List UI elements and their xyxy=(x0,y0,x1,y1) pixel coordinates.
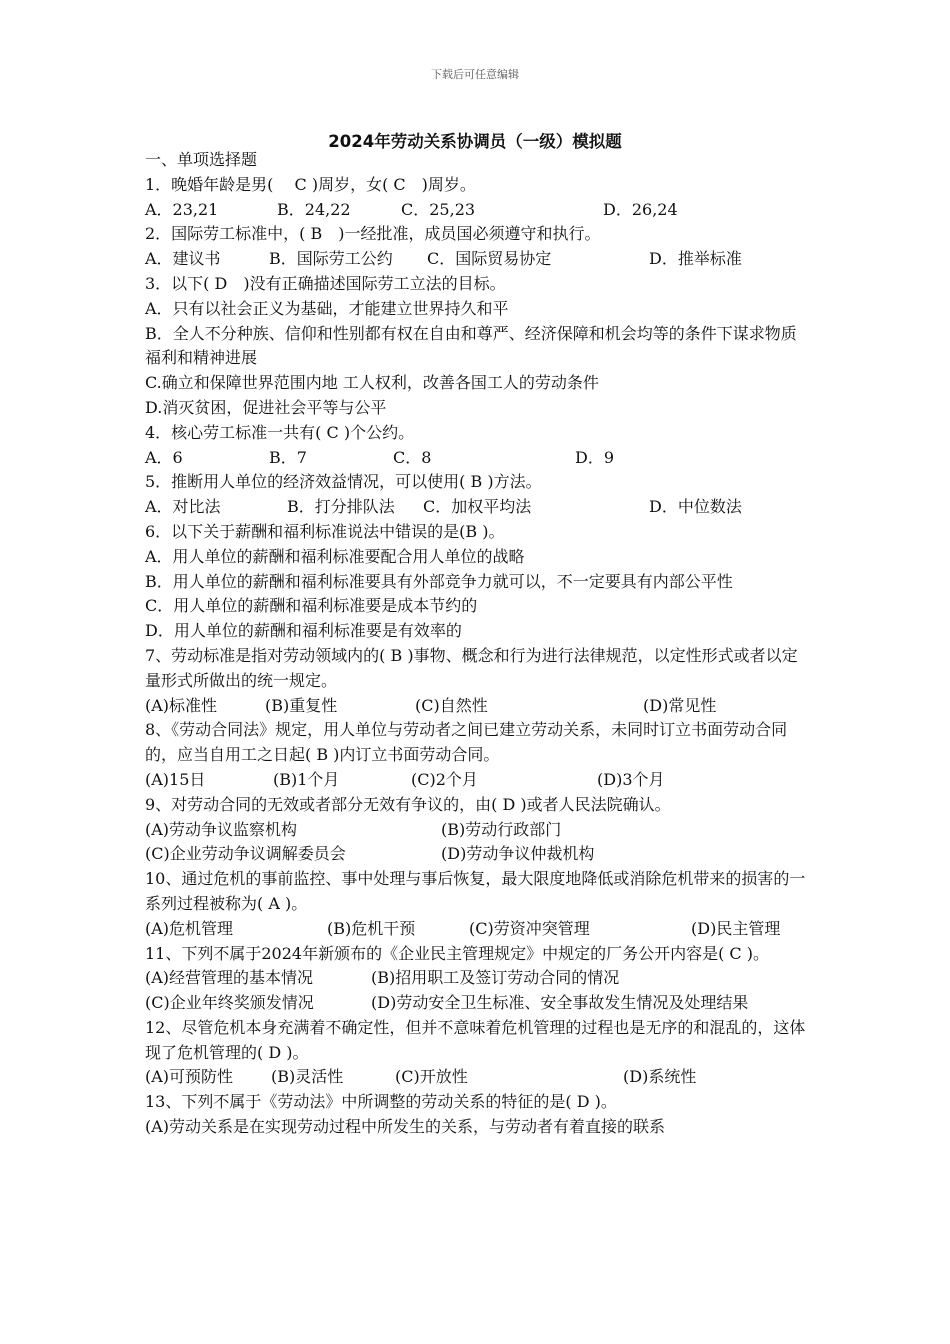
option-d: D．推举标准 xyxy=(649,249,742,269)
option-b: B．国际劳工公约 xyxy=(269,249,393,269)
question-11-options-row1 xyxy=(145,966,810,991)
question-4-options xyxy=(145,446,810,471)
option-d: D．26,24 xyxy=(603,199,678,219)
option-c: C．8 xyxy=(393,447,432,467)
question-8: 8、《劳动合同法》规定，用人单位与劳动者之间已建立劳动关系，未同时订立书面劳动合同的，应当自用工之日起( B )内订立书面劳动合同。 xyxy=(145,720,788,765)
option-a: A．对比法 xyxy=(145,497,221,517)
question-5-options xyxy=(145,495,810,520)
option-c: (C)企业劳动争议调解委员会 xyxy=(145,844,346,864)
question-10: 10、通过危机的事前监控、事中处理与事后恢复，最大限度地降低或消除危机带来的损害的一系列过程被称为( A )。 xyxy=(145,869,806,913)
question-8-options xyxy=(145,768,810,793)
option-c: C．加权平均法 xyxy=(423,497,532,517)
option-d: (D)3个月 xyxy=(597,769,665,789)
question-12: 12、尽管危机本身充满着不确定性，但并不意味着危机管理的过程也是无序的和混乱的，这体现了危机管理的( D )。 xyxy=(145,1017,806,1062)
option-b: (B)危机干预 xyxy=(327,918,416,938)
question-2: 2．国际劳工标准中，( B )一经批准，成员国必须遵守和执行。 xyxy=(145,224,601,244)
option-b: B．打分排队法 xyxy=(287,497,395,517)
option-d: D．用人单位的薪酬和福利标准要是有效率的 xyxy=(145,621,462,641)
option-d: D.消灭贫困，促进社会平等与公平 xyxy=(145,397,387,417)
question-6: 6．以下关于薪酬和福利标准说法中错误的是(B )。 xyxy=(145,521,505,541)
option-a: (A)可预防性 xyxy=(145,1067,234,1087)
question-11: 11、下列不属于2024年新颁布的《企业民主管理规定》中规定的厂务公开内容是( C )。 xyxy=(145,943,769,963)
question-10-options xyxy=(145,917,810,942)
question-2-options xyxy=(145,247,810,272)
question-4: 4．核心劳工标准一共有( C )个公约。 xyxy=(145,422,415,442)
question-1-options xyxy=(145,198,810,223)
document-body xyxy=(145,148,810,1140)
option-b: (B)劳动行政部门 xyxy=(441,819,562,839)
section-heading: 一、单项选择题 xyxy=(145,150,258,169)
option-b: B．7 xyxy=(269,447,307,467)
option-a: A．6 xyxy=(145,447,183,467)
option-c: (C)自然性 xyxy=(415,695,488,715)
option-a: A．用人单位的薪酬和福利标准要配合用人单位的战略 xyxy=(145,546,525,566)
option-c: (C)劳资冲突管理 xyxy=(469,918,590,938)
option-c: (C)2个月 xyxy=(411,769,478,789)
option-b: B．用人单位的薪酬和福利标准要具有外部竞争力就可以，不一定要具有内部公平性 xyxy=(145,571,733,591)
question-3: 3．以下( D )没有正确描述国际劳工立法的目标。 xyxy=(145,273,506,293)
question-11-options-row2 xyxy=(145,991,810,1016)
option-c: (C)开放性 xyxy=(395,1067,468,1087)
option-b: B．24,22 xyxy=(277,199,351,219)
question-9: 9、对劳动合同的无效或者部分无效有争议的，由( D )或者人民法院确认。 xyxy=(145,794,671,814)
option-d: (D)系统性 xyxy=(623,1067,697,1087)
option-b: (B)重复性 xyxy=(265,695,338,715)
option-d: D．中位数法 xyxy=(649,497,742,517)
option-c: C．用人单位的薪酬和福利标准要是成本节约的 xyxy=(145,596,478,616)
option-a: (A)标准性 xyxy=(145,695,218,715)
option-a: A．只有以社会正义为基础，才能建立世界持久和平 xyxy=(145,298,509,318)
question-5: 5．推断用人单位的经济效益情况，可以使用( B )方法。 xyxy=(145,472,542,492)
option-d: (D)民主管理 xyxy=(691,918,781,938)
option-a: (A)危机管理 xyxy=(145,918,234,938)
question-12-options xyxy=(145,1065,810,1090)
option-b: B．全人不分种族、信仰和性别都有权在自由和尊严、经济保障和机会均等的条件下谋求物质福利和精神进展 xyxy=(145,323,797,368)
question-13: 13、下列不属于《劳动法》中所调整的劳动关系的特征的是( D )。 xyxy=(145,1092,617,1112)
option-a: (A)经营管理的基本情况 xyxy=(145,968,314,988)
option-a: A．建议书 xyxy=(145,249,221,269)
option-a: A．23,21 xyxy=(145,199,219,219)
option-b: (B)1个月 xyxy=(273,769,340,789)
document-title: 2024年劳动关系协调员（一级）模拟题 xyxy=(328,132,622,151)
question-7: 7、劳动标准是指对劳动领域内的( B )事物、概念和行为进行法律规范，以定性形式或者以定量形式所做出的统一规定。 xyxy=(145,645,798,690)
option-d: (D)劳动争议仲裁机构 xyxy=(441,844,595,864)
question-9-options-row1 xyxy=(145,818,810,843)
option-d: D．9 xyxy=(575,447,615,467)
option-c: C．国际贸易协定 xyxy=(427,249,552,269)
question-1: 1．晚婚年龄是男( C )周岁，女( C )周岁。 xyxy=(145,174,476,194)
question-7-options xyxy=(145,694,810,719)
option-b: (B)招用职工及签订劳动合同的情况 xyxy=(371,968,620,988)
option-c: C．25,23 xyxy=(401,199,476,219)
option-a: (A)15日 xyxy=(145,769,206,789)
option-d: (D)常见性 xyxy=(643,695,717,715)
option-d: (D)劳动安全卫生标准、安全事故发生情况及处理结果 xyxy=(371,993,749,1013)
question-9-options-row2 xyxy=(145,842,810,867)
page-header: 下载后可任意编辑 xyxy=(431,68,519,81)
option-c: (C)企业年终奖颁发情况 xyxy=(145,993,314,1013)
option-b: (B)灵活性 xyxy=(271,1067,344,1087)
option-a: (A)劳动关系是在实现劳动过程中所发生的关系，与劳动者有着直接的联系 xyxy=(145,1117,666,1137)
option-a: (A)劳动争议监察机构 xyxy=(145,819,298,839)
option-c: C.确立和保障世界范围内地 工人权利，改善各国工人的劳动条件 xyxy=(145,373,599,393)
